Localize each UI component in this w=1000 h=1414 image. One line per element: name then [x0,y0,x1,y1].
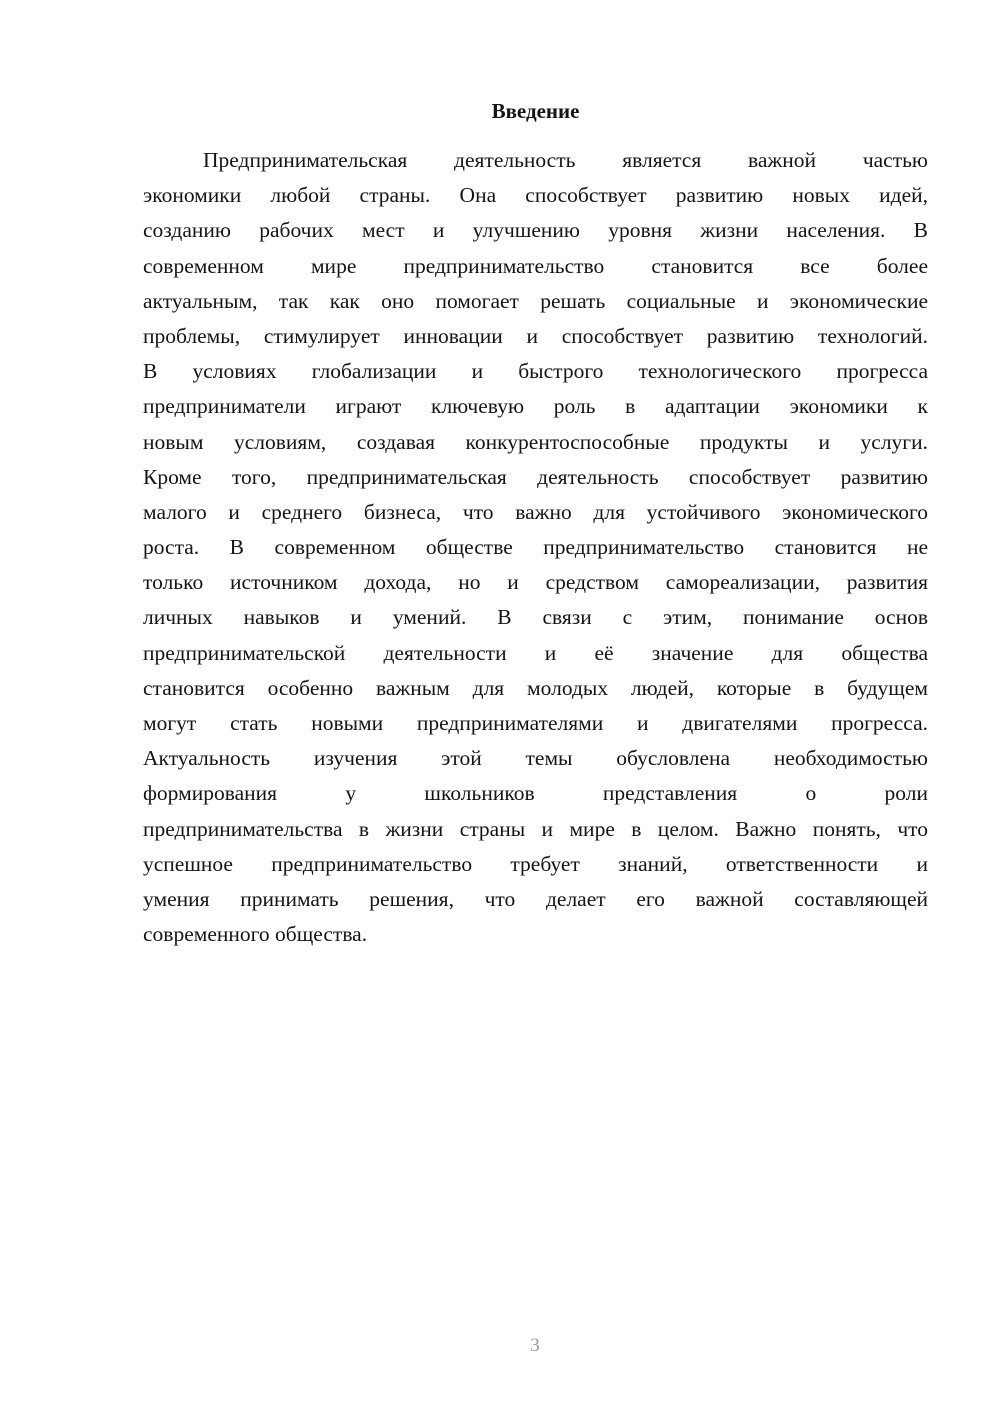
text-line: Актуальность изучения этой темы обусловлена необходимостью [143,746,928,771]
text-line: проблемы, стимулирует инновации и способствует развитию технологий. [143,323,928,348]
text-line: формирования у школьников представления о роли [143,781,928,806]
text-line: современного общества. [143,922,368,947]
body-paragraph [143,143,928,952]
text-line: Предпринимательская деятельность является важной частью [203,148,928,172]
page-number: 3 [530,1335,540,1356]
text-line: малого и среднего бизнеса, что важно для устойчивого экономического [143,499,928,524]
text-line: успешное предпринимательство требует знаний, ответственности и [143,851,928,876]
text-line: экономики любой страны. Она способствует развитию новых идей, [143,183,928,208]
text-line: личных навыков и умений. В связи с этим, понимание основ [143,605,928,630]
text-line: предпринимательства в жизни страны и мире в целом. Важно понять, что [143,816,928,841]
text-line: В условиях глобализации и быстрого технологического прогресса [143,359,928,384]
page-title: Введение [491,99,580,123]
text-line: созданию рабочих мест и улучшению уровня жизни населения. В [143,218,928,243]
text-line: становится особенно важным для молодых людей, которые в будущем [143,675,928,700]
text-line: предпринимательской деятельности и её значение для общества [143,640,928,665]
text-line: умения принимать решения, что делает его важной составляющей [143,886,928,911]
text-line: актуальным, так как оно помогает решать социальные и экономические [143,288,928,313]
text-line: современном мире предпринимательство становится все более [143,253,928,278]
text-line: только источником дохода, но и средством самореализации, развития [143,570,928,595]
text-line: предприниматели играют ключевую роль в адаптации экономики к [143,394,928,419]
text-line: новым условиям, создавая конкурентоспособные продукты и услуги. [143,429,928,454]
text-line: Кроме того, предпринимательская деятельность способствует развитию [143,464,928,489]
text-line: роста. В современном обществе предпринимательство становится не [143,535,928,560]
text-line: могут стать новыми предпринимателями и двигателями прогресса. [143,711,928,735]
